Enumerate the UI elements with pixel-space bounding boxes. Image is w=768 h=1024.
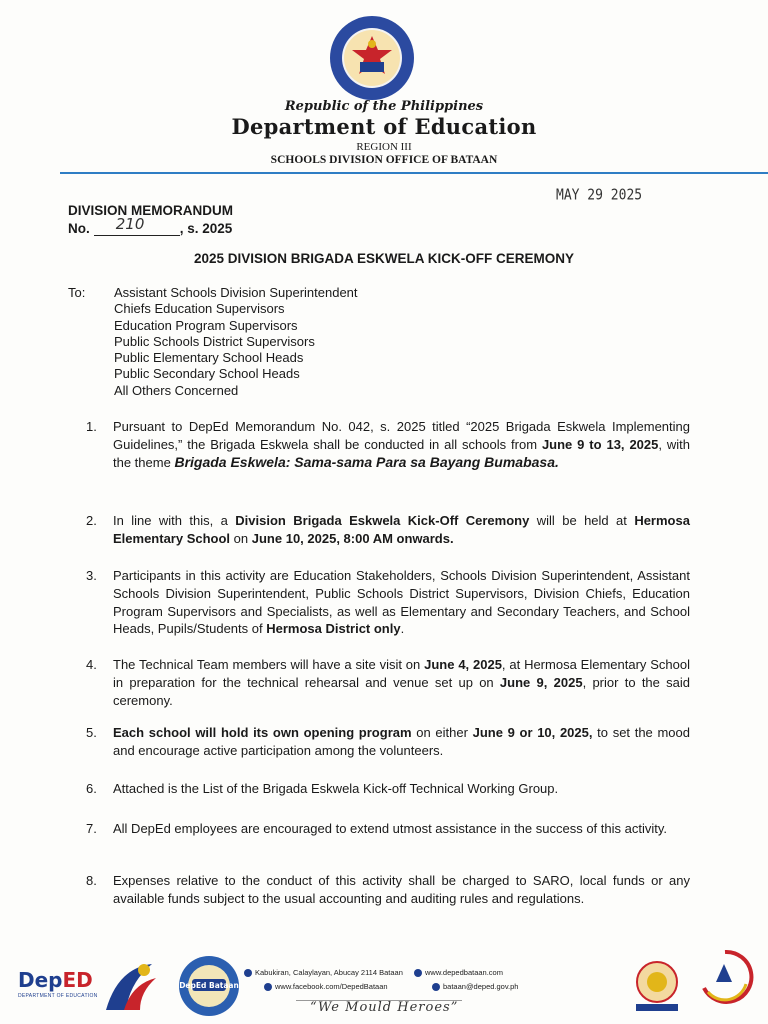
item-text-part: on: [233, 530, 249, 546]
opening-program-note: Each school will hold its own opening program: [113, 725, 412, 740]
item-text-part: , prior to the said ceremony.: [113, 674, 690, 708]
email-icon: [432, 983, 440, 991]
item-number: 4.: [86, 657, 97, 672]
memo-number-line: [68, 215, 233, 236]
header-rule: [60, 172, 768, 174]
certification-badge: [634, 960, 680, 1017]
item-text-part: , with the theme: [113, 436, 691, 470]
item-text: [113, 724, 690, 760]
slogan: “We Mould Heroes”: [310, 1000, 459, 1015]
memo-item-7: [86, 820, 690, 838]
ceremony-date: June 10, 2025, 8:00 AM onwards.: [251, 530, 454, 546]
item-text-part: will be held at: [536, 513, 627, 528]
item-text: [113, 656, 690, 709]
deped-logo-subtitle: DEPARTMENT OF EDUCATION: [18, 993, 98, 999]
item-text: All DepEd employees are encouraged to extend utmost assistance in the success of this activity.: [113, 821, 667, 836]
district-name: Hermosa District only: [266, 621, 401, 637]
opening-program-dates: June 9 or 10, 2025,: [472, 725, 593, 740]
item-text: [113, 512, 690, 548]
item-number: 7.: [86, 821, 97, 836]
recipient: Public Secondary School Heads: [114, 366, 300, 382]
item-text: [113, 567, 690, 638]
recipient: Public Schools District Supervisors: [114, 333, 315, 349]
memo-subject: 2025 DIVISION BRIGADA ESKWELA KICK-OFF CEREMONY: [193, 251, 575, 266]
memo-number: 210: [115, 215, 145, 233]
item-date: June 9 to 13, 2025: [541, 436, 659, 452]
item-text-part: The Technical Team members will have a site visit on: [113, 657, 421, 672]
memo-item-5: [86, 724, 690, 760]
memo-item-2: [86, 512, 690, 548]
item-text-part: to set the mood and encourage active participation among the volunteers.: [113, 725, 690, 758]
memo-series: , s. 2025: [179, 221, 233, 236]
item-text-part: Pursuant to DepEd Memorandum No. 042, s. 2025 titled “2025 Brigada Eskwela Implementing Guidelines,” the Brigada Eskwela shall be conducted in all schools from: [113, 419, 690, 452]
memo-item-3: [86, 567, 690, 638]
memo-item-1: [86, 418, 690, 471]
recipient: Education Program Supervisors: [114, 317, 298, 333]
recipient-list: [114, 285, 358, 399]
memo-item-8: [86, 872, 690, 908]
deped-logo: [18, 968, 93, 992]
deped-logo-dep: Dep: [18, 968, 63, 992]
item-text: Attached is the List of the Brigada Eskwela Kick-off Technical Working Group.: [113, 781, 559, 796]
location-icon: [244, 969, 252, 977]
republic-line: Republic of the Philippines: [284, 99, 484, 114]
item-text-part: on either: [416, 725, 468, 740]
division-seal: [178, 955, 240, 1022]
item-number: 1.: [86, 419, 97, 434]
deped-seal: [316, 14, 428, 102]
bagong-pilipinas-logo: [100, 958, 160, 1019]
memo-item-6: [86, 780, 690, 798]
division-office-line: SCHOOLS DIVISION OFFICE OF BATAAN: [270, 154, 498, 166]
item-number: 6.: [86, 781, 97, 796]
address-text: Kabukiran, Calaylayan, Abucay 2114 Bataan: [255, 968, 403, 977]
contact-website[interactable]: [414, 968, 503, 977]
item-text-part: , at Hermosa Elementary School in preparation for the technical rehearsal and venue set up on: [113, 657, 690, 690]
memo-no-label: No.: [68, 221, 90, 236]
recipient: Assistant Schools Division Superintendent: [114, 285, 358, 300]
contact-email[interactable]: [432, 982, 518, 991]
facebook-icon: [264, 983, 272, 991]
brigada-theme: Brigada Eskwela: Sama-sama Para sa Bayang Bumabasa.: [174, 453, 559, 470]
recipient: Public Elementary School Heads: [114, 350, 304, 366]
site-visit-date: June 4, 2025: [424, 657, 502, 672]
item-text: [113, 418, 690, 471]
facebook-text: www.facebook.com/DepedBataan: [275, 982, 388, 991]
item-number: 3.: [86, 568, 97, 583]
venue-name: Hermosa Elementary School: [113, 513, 690, 546]
region-line: REGION III: [356, 141, 412, 153]
division-seal-text: DepEd Bataan: [179, 981, 239, 990]
memo-number-blank: [94, 215, 180, 236]
department-name: Department of Education: [231, 114, 537, 139]
item-text-part: In line with this, a: [113, 513, 228, 528]
item-text: Expenses relative to the conduct of this activity shall be charged to SARO, local funds or any available funds subject to the usual accounting and auditing rules and regulations.: [113, 873, 690, 906]
item-text-part: Participants in this activity are Education Stakeholders, Schools Division Superintendent, Assistant Schools Division Superintendent, Public Schools District Supervisors, Division Chiefs, Education Program Supervisors and Specialists, as well as Elementary and Secondary Teachers, and School Heads, Pupils/Students of: [113, 568, 690, 637]
date-stamp: MAY 29 2025: [556, 186, 643, 205]
website-text: www.depedbataan.com: [425, 968, 503, 977]
recipient: All Others Concerned: [114, 382, 239, 398]
to-label: To:: [68, 285, 86, 300]
deped-logo-ed: ED: [62, 968, 93, 992]
contact-address: [244, 968, 403, 977]
item-number: 8.: [86, 873, 97, 888]
email-text: bataan@deped.gov.ph: [443, 982, 519, 991]
memo-type: DIVISION MEMORANDUM: [68, 203, 233, 218]
recipient: Chiefs Education Supervisors: [114, 301, 285, 317]
item-number: 2.: [86, 513, 97, 528]
ceremony-name: Division Brigada Eskwela Kick-Off Ceremony: [235, 513, 530, 528]
item-text-part: .: [400, 621, 405, 637]
matatag-logo: [696, 948, 754, 1011]
globe-icon: [414, 969, 422, 977]
memo-item-4: [86, 656, 690, 709]
item-number: 5.: [86, 725, 97, 740]
rehearsal-date: June 9, 2025: [499, 674, 583, 690]
contact-facebook[interactable]: [264, 982, 388, 991]
